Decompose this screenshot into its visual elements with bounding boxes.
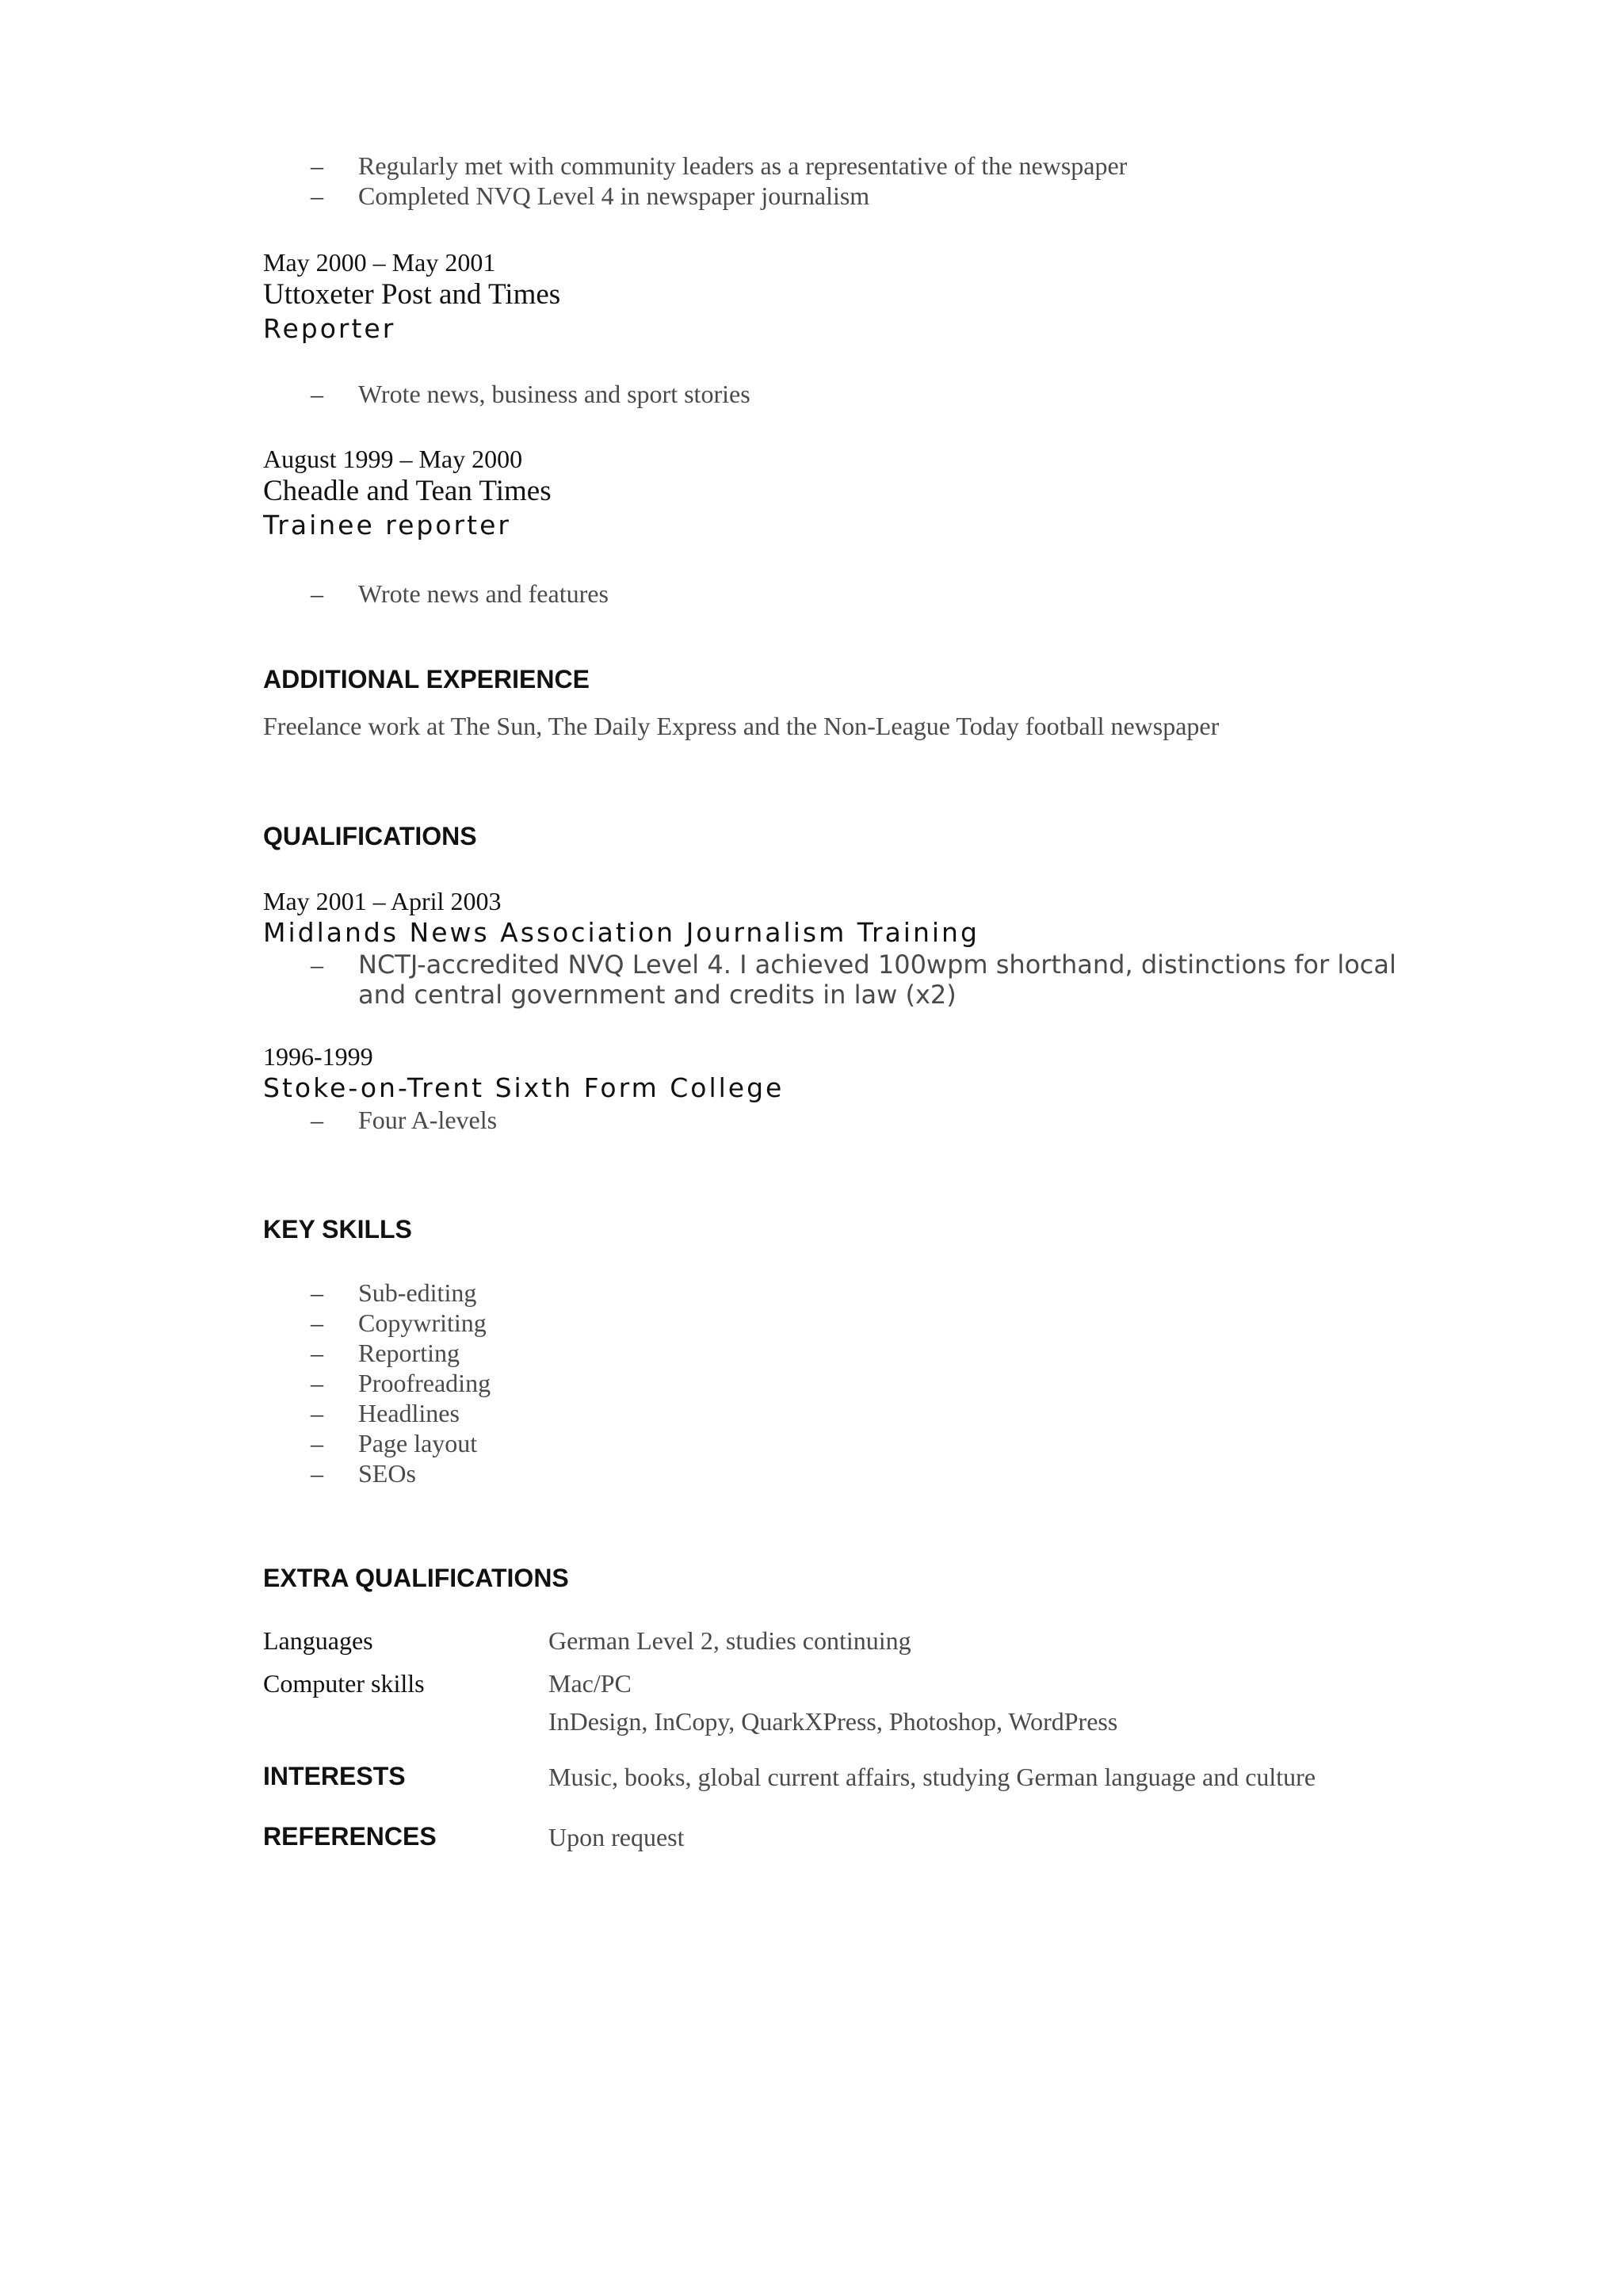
references-value: Upon request: [548, 1823, 685, 1851]
languages-row: [263, 1625, 1396, 1656]
dash-bullet-icon: –: [311, 1429, 323, 1457]
qualification-entry: [263, 1041, 1396, 1135]
section-heading: QUALIFICATIONS: [263, 822, 477, 850]
key-skills-section: [263, 1214, 1396, 1488]
dash-bullet-icon: –: [311, 181, 323, 210]
job-bullets: [263, 579, 1396, 609]
computer-skills-software: InDesign, InCopy, QuarkXPress, Photoshop, WordPress: [548, 1707, 1118, 1736]
qualification-entry: [263, 886, 1396, 1010]
list-item: – Wrote news and features: [311, 579, 609, 608]
list-item: – Sub-editing: [311, 1278, 477, 1307]
list-item: – Regularly met with community leaders as a representative of the newspaper: [311, 151, 1128, 180]
dash-bullet-icon: –: [311, 1459, 323, 1488]
qualifications-section: [263, 821, 1396, 1135]
references-heading: REFERENCES: [263, 1822, 437, 1851]
list-item: – Proofreading: [311, 1369, 491, 1397]
dash-bullet-icon: –: [311, 579, 323, 608]
dash-bullet-icon: –: [311, 380, 323, 408]
job-entry: [263, 444, 1396, 609]
qualification-dates: May 2001 – April 2003: [263, 887, 502, 915]
dash-bullet-icon: –: [311, 950, 323, 979]
key-skills-list: [263, 1278, 1396, 1488]
interests-heading: INTERESTS: [263, 1762, 406, 1790]
dash-bullet-icon: –: [311, 151, 323, 180]
computer-skills-label: Computer skills: [263, 1669, 425, 1698]
computer-skills-row: [263, 1668, 1396, 1737]
section-heading: ADDITIONAL EXPERIENCE: [263, 665, 590, 693]
continued-bullets: [263, 151, 1396, 211]
dash-bullet-icon: –: [311, 1339, 323, 1367]
interests-value: Music, books, global current affairs, studying German language and culture: [548, 1763, 1316, 1791]
job-entry: [263, 247, 1396, 409]
list-item: – Four A-levels: [311, 1106, 498, 1134]
dash-bullet-icon: –: [311, 1106, 323, 1134]
dash-bullet-icon: –: [311, 1308, 323, 1337]
section-heading: EXTRA QUALIFICATIONS: [263, 1564, 569, 1592]
additional-experience-text: Freelance work at The Sun, The Daily Express and the Non-League Today football newspaper: [263, 712, 1220, 740]
job-employer: Cheadle and Tean Times: [263, 475, 552, 507]
job-role: Reporter: [263, 313, 396, 344]
extra-qualifications-section: [263, 1563, 1396, 1853]
dash-bullet-icon: –: [311, 1369, 323, 1397]
computer-skills-platforms: Mac/PC: [548, 1669, 632, 1698]
list-item: – Copywriting: [311, 1308, 487, 1337]
qualification-institution: Midlands News Association Journalism Training: [263, 917, 980, 948]
dash-bullet-icon: –: [311, 1399, 323, 1427]
job-dates: May 2000 – May 2001: [263, 248, 496, 277]
qualification-bullets: [263, 1105, 1396, 1135]
job-bullets: [263, 379, 1396, 409]
resume-content: [263, 151, 1396, 1853]
interests-row: [263, 1761, 1396, 1793]
qualification-dates: 1996-1999: [263, 1042, 373, 1071]
references-row: [263, 1821, 1396, 1853]
job-dates: August 1999 – May 2000: [263, 445, 523, 473]
list-item: – Headlines: [311, 1399, 460, 1427]
languages-label: Languages: [263, 1626, 373, 1655]
qualification-institution: Stoke-on-Trent Sixth Form College: [263, 1072, 785, 1103]
qualification-bullets: [263, 949, 1396, 1010]
list-item: – SEOs: [311, 1459, 416, 1488]
languages-value: German Level 2, studies continuing: [548, 1626, 911, 1655]
list-item: – Completed NVQ Level 4 in newspaper journalism: [311, 181, 870, 210]
list-item: – Reporting: [311, 1339, 460, 1367]
job-employer: Uttoxeter Post and Times: [263, 278, 561, 311]
additional-experience-section: [263, 664, 1396, 742]
computer-skills-values: [548, 1668, 1396, 1737]
section-heading: KEY SKILLS: [263, 1215, 412, 1244]
list-item: – Wrote news, business and sport stories: [311, 380, 750, 408]
list-item: – NCTJ-accredited NVQ Level 4. I achieved 100wpm shorthand, distinctions for local and central government and credits in law (x2): [311, 949, 1396, 1010]
dash-bullet-icon: –: [311, 1278, 323, 1307]
job-role: Trainee reporter: [263, 510, 511, 541]
list-item: – Page layout: [311, 1429, 478, 1457]
